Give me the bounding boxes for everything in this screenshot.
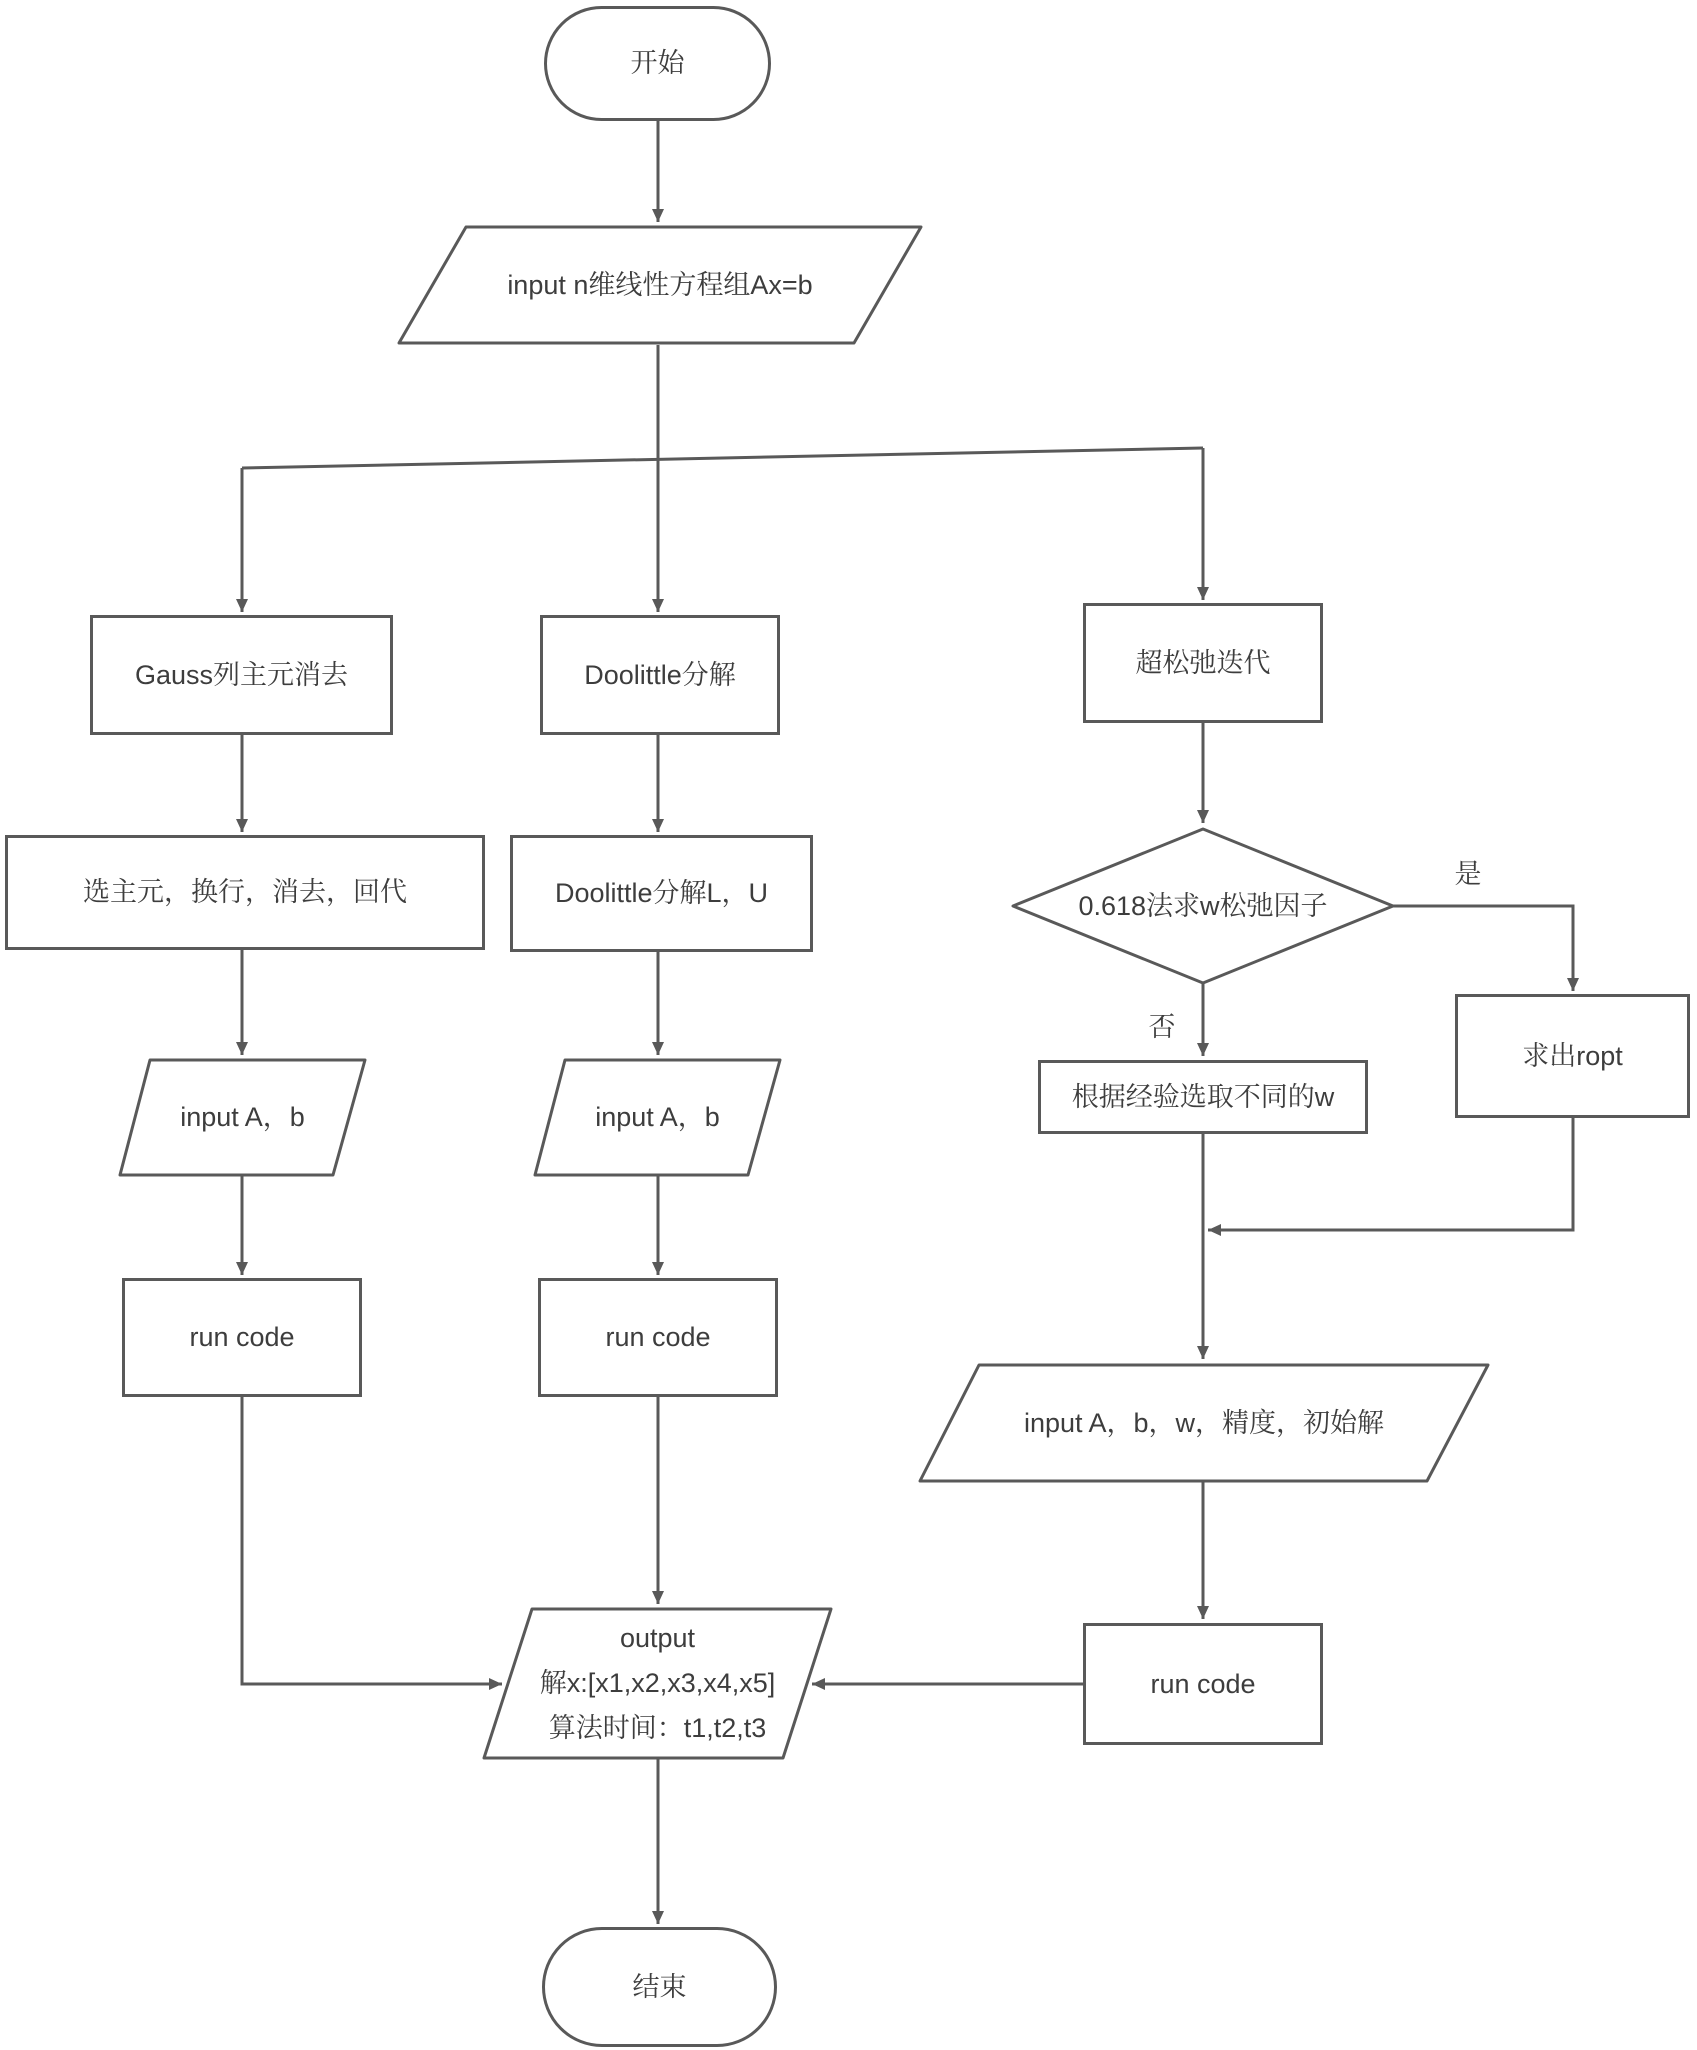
input-system-label: input n维线性方程组Ax=b [507, 269, 813, 300]
empirical-w-label: 根据经验选取不同的w [1071, 1081, 1335, 1112]
input-sor-params-label: input A，b，w，精度，初始解 [1023, 1407, 1385, 1438]
sor-label: 超松弛迭代 [1135, 647, 1271, 678]
node-output [482, 1607, 833, 1760]
edge-label-yes: 是 [1454, 859, 1482, 889]
node-start [544, 6, 771, 121]
run-code-mid-label: run code [605, 1322, 711, 1353]
node-end [542, 1927, 777, 2047]
ropt-label: 求出ropt [1522, 1040, 1623, 1071]
node-gauss [90, 615, 393, 735]
doolittle-label: Doolittle分解 [584, 659, 736, 690]
edge-runleft-to-output [242, 1395, 502, 1684]
output-line-3: 算法时间：t1,t2,t3 [548, 1713, 767, 1743]
pivot-steps-label: 选主元，换行，消去，回代 [83, 877, 407, 908]
node-empirical-w [1038, 1060, 1368, 1134]
output-line-1: output [619, 1623, 696, 1653]
node-run-code-left [122, 1278, 362, 1397]
node-input-ab-mid [533, 1058, 782, 1177]
output-line-2: 解x:[x1,x2,x3,x4,x5] [539, 1668, 776, 1698]
node-doolittle-lu [510, 835, 813, 952]
edge-split-bar [242, 448, 1203, 468]
node-sor [1083, 603, 1323, 723]
golden-section-label: 0.618法求w松弛因子 [1078, 890, 1328, 921]
input-ab-mid-label: input A，b [595, 1102, 720, 1133]
node-input-sor-params [918, 1363, 1490, 1483]
run-code-right-label: run code [1150, 1668, 1256, 1699]
node-ropt [1455, 994, 1690, 1118]
node-doolittle [540, 615, 780, 735]
doolittle-lu-label: Doolittle分解L，U [554, 878, 769, 909]
edge-label-no: 否 [1148, 1012, 1176, 1042]
node-pivot-steps [5, 835, 485, 950]
gauss-label: Gauss列主元消去 [134, 659, 349, 690]
node-run-code-right [1083, 1623, 1323, 1745]
output-label [540, 1616, 776, 1751]
node-input-ab-left [118, 1058, 367, 1177]
edge-diamond-yes-to-ropt [1391, 906, 1573, 991]
run-code-left-label: run code [189, 1322, 295, 1353]
start-label: 开始 [630, 48, 685, 79]
end-label: 结束 [632, 1971, 687, 2002]
node-golden-section-decision [1011, 827, 1395, 985]
input-ab-left-label: input A，b [180, 1102, 305, 1133]
node-run-code-mid [538, 1278, 778, 1397]
node-input-system [397, 225, 923, 345]
